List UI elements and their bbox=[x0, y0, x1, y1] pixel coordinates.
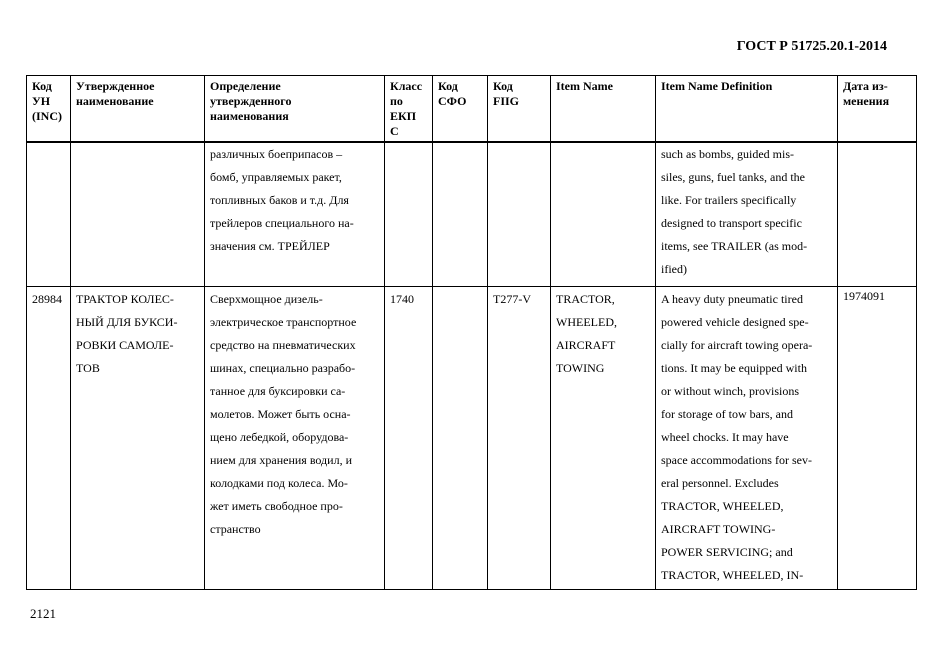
col-header-class: Класс по ЕКП С bbox=[385, 76, 433, 143]
cell-item-name: TRACTOR, WHEELED, AIRCRAFT TOWING bbox=[551, 287, 656, 590]
col-header-sfo: Код СФО bbox=[433, 76, 488, 143]
table-row bbox=[27, 142, 917, 287]
cell-class: 1740 bbox=[385, 287, 433, 590]
col-header-approved-name: Утвержденное наименование bbox=[71, 76, 205, 143]
cell-change-date: 1974091 bbox=[838, 287, 917, 590]
document-title: ГОСТ Р 51725.20.1-2014 bbox=[736, 39, 887, 54]
cell-item-definition: A heavy duty pneumatic tired powered vehicle designed spe- cially for aircraft towing opera- tions. It may be equipped with or without winch, provisions for storage of tow bars, and wheel chocks. It may have space accommodations for sev- eral personnel. Excludes TRACTOR, WHEELED, AIRCRAFT TOWING- POWER SERVICING; and TRACTOR, WHEELED, IN- bbox=[656, 287, 838, 590]
col-header-item-definition: Item Name Definition bbox=[656, 76, 838, 143]
nomenclature-table bbox=[26, 75, 917, 590]
cell-fiig: T277-V bbox=[488, 287, 551, 590]
table-row bbox=[27, 287, 917, 590]
col-header-definition: Определение утвержденного наименования bbox=[205, 76, 385, 143]
cell-class bbox=[385, 142, 433, 287]
cell-sfo bbox=[433, 142, 488, 287]
cell-fiig bbox=[488, 142, 551, 287]
col-header-fiig: Код FIIG bbox=[488, 76, 551, 143]
col-header-change-date: Дата из- менения bbox=[838, 76, 917, 143]
cell-approved-name bbox=[71, 142, 205, 287]
cell-item-definition: such as bombs, guided mis- siles, guns, fuel tanks, and the like. For trailers specifically designed to transport specific items, see TRAILER (as mod- ified) bbox=[656, 142, 838, 287]
cell-sfo bbox=[433, 287, 488, 590]
table-header-row bbox=[27, 76, 917, 143]
cell-definition: Сверхмощное дизель- электрическое транспортное средство на пневматических шинах, специально разрабо- танное для буксировки са- молетов. Может быть осна- щено лебедкой, оборудова- нием для хранения водил, и колодками под колеса. Мо- жет иметь свободное про- странство bbox=[205, 287, 385, 590]
col-header-item-name: Item Name bbox=[551, 76, 656, 143]
cell-change-date bbox=[838, 142, 917, 287]
cell-definition: различных боеприпасов – бомб, управляемых ракет, топливных баков и т.д. Для трейлеров специального на- значения см. ТРЕЙЛЕР bbox=[205, 142, 385, 287]
cell-inc: 28984 bbox=[27, 287, 71, 590]
page-number: 2121 bbox=[30, 606, 56, 621]
cell-inc bbox=[27, 142, 71, 287]
cell-approved-name: ТРАКТОР КОЛЕС- НЫЙ ДЛЯ БУКСИ- РОВКИ САМОЛЕ- ТОВ bbox=[71, 287, 205, 590]
cell-item-name bbox=[551, 142, 656, 287]
col-header-inc: Код УН (INC) bbox=[27, 76, 71, 143]
